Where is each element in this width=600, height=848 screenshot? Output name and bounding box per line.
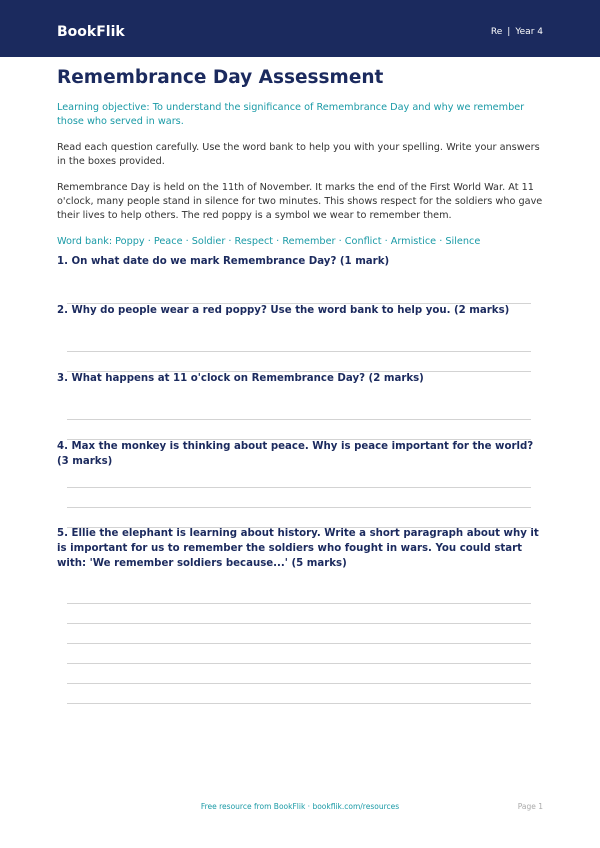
answer-line-q5-1[interactable] — [67, 603, 531, 604]
page-title: Remembrance Day Assessment — [57, 67, 384, 88]
intro-section — [57, 62, 547, 249]
question-4: 4. Max the monkey is thinking about peace. Why is peace important for the world? (3 marks) — [57, 441, 534, 467]
answer-line-q3-1[interactable] — [67, 419, 531, 420]
instructions-text: Read each question carefully. Use the word bank to help you with your spelling. Write your answers in the boxes provided. — [57, 142, 540, 167]
answer-line-q4-1[interactable] — [67, 487, 531, 488]
page-number: Page 1 — [517, 802, 543, 811]
answer-line-q2-1[interactable] — [67, 351, 531, 352]
question-5: 5. Ellie the elephant is learning about history. Write a short paragraph about why it is important for us to remember the soldiers who fought in wars. You could start with: 'We remember soldiers because...' (5 marks) — [57, 528, 539, 569]
answer-line-q5-3[interactable] — [67, 643, 531, 644]
brand-logo-text: BookFlik — [57, 24, 125, 40]
subject-label: Re — [490, 27, 503, 37]
subject-year-label — [491, 26, 543, 38]
question-1: 1. On what date do we mark Remembrance Day? (1 mark) — [57, 256, 390, 267]
answer-line-q5-6[interactable] — [67, 703, 531, 704]
meta-separator: | — [507, 27, 511, 37]
reading-passage: Remembrance Day is held on the 11th of November. It marks the end of the First World War. At 11 o'clock, many people stand in silence for two minutes. This shows respect for the soldiers who gave their lives to help others. The red poppy is a symbol we wear to remember them. — [57, 182, 543, 221]
answer-line-q5-2[interactable] — [67, 623, 531, 624]
answer-line-q5-5[interactable] — [67, 683, 531, 684]
year-label: Year 4 — [515, 27, 543, 37]
footer-credit: Free resource from BookFlik · bookflik.com/resources — [200, 802, 400, 811]
question-2: 2. Why do people wear a red poppy? Use the word bank to help you. (2 marks) — [57, 305, 510, 316]
question-3: 3. What happens at 11 o'clock on Remembrance Day? (2 marks) — [57, 373, 424, 384]
answer-line-q5-4[interactable] — [67, 663, 531, 664]
page-header — [0, 0, 600, 57]
learning-objective: Learning objective: To understand the significance of Remembrance Day and why we remember those who served in wars. — [57, 102, 525, 127]
word-bank: Word bank: Poppy · Peace · Soldier · Respect · Remember · Conflict · Armistice · Silence — [57, 236, 481, 247]
answer-line-q4-2[interactable] — [67, 507, 531, 508]
